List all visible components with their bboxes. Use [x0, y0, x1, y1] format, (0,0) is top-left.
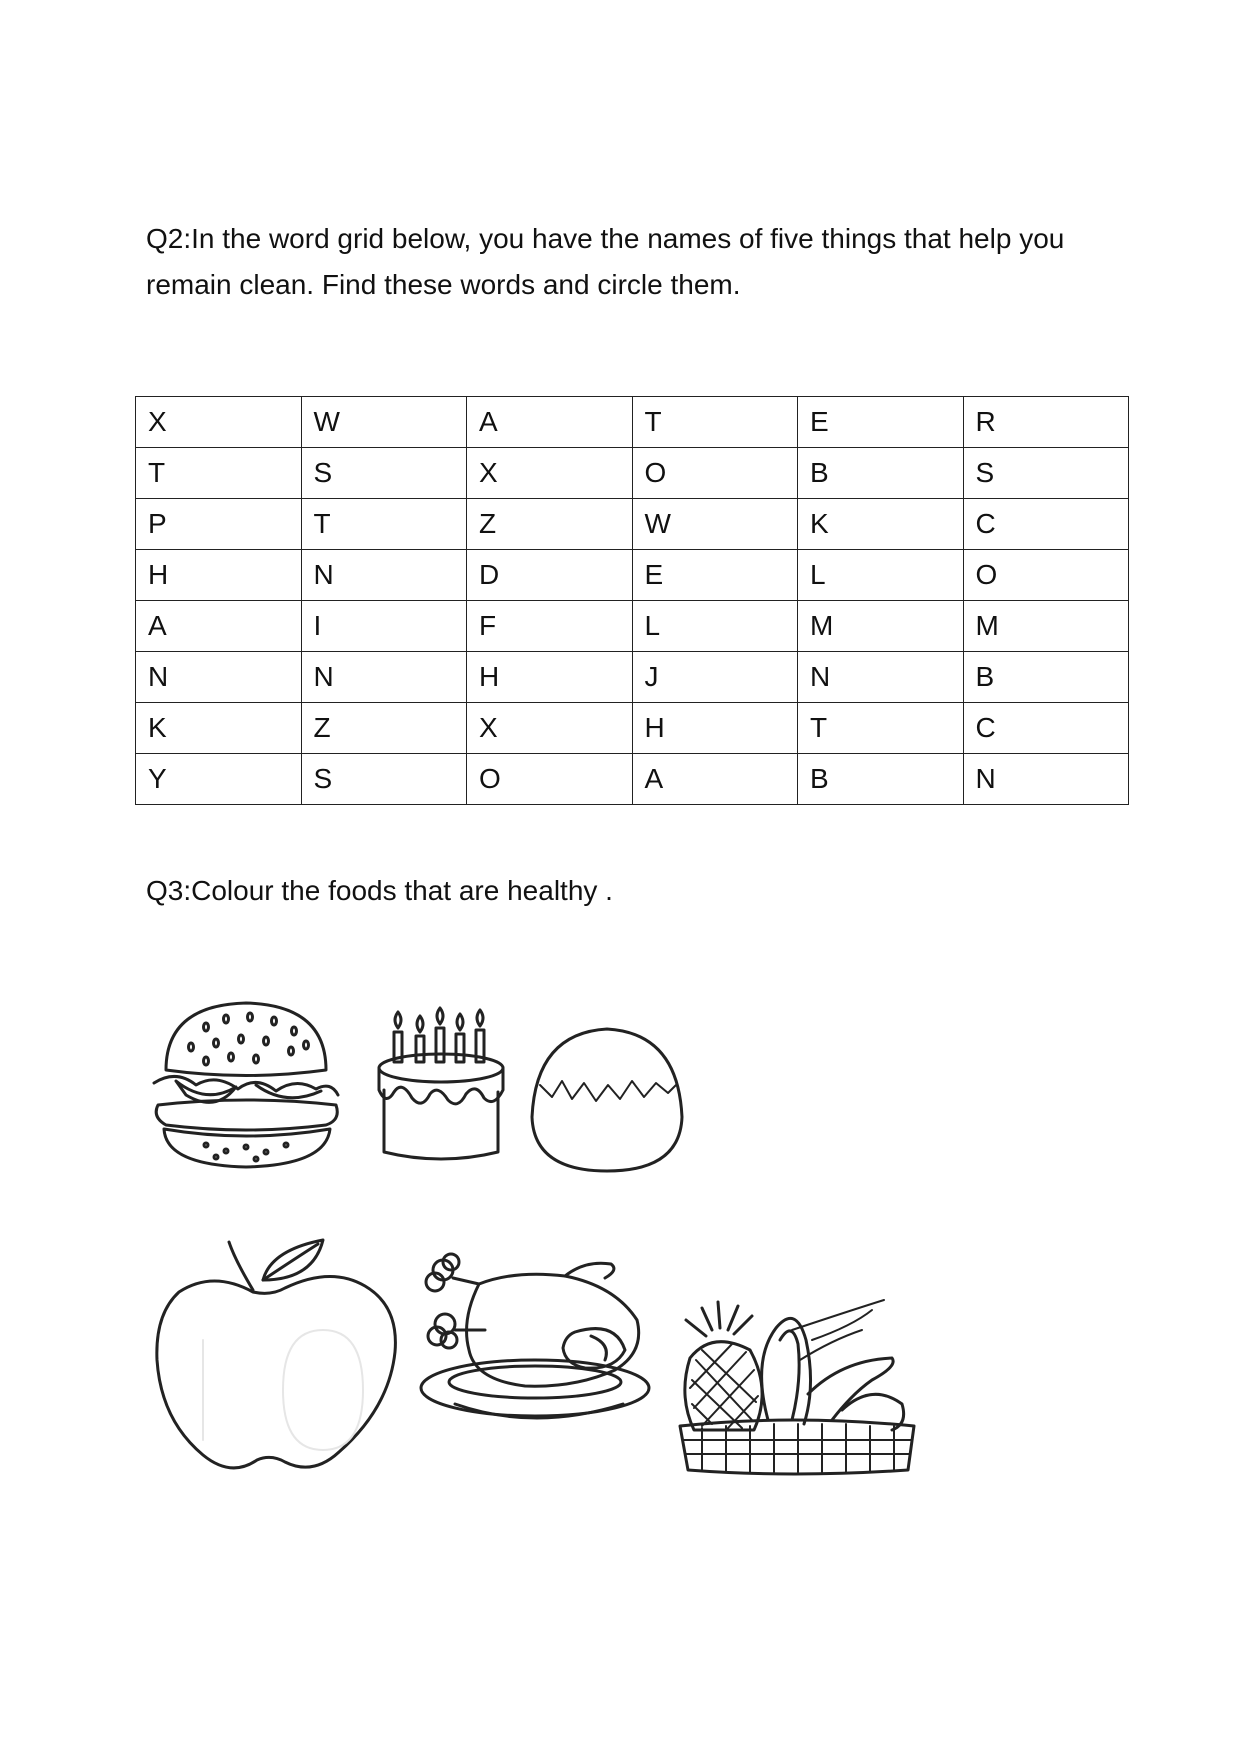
grid-cell[interactable]: X	[467, 448, 633, 499]
grid-cell[interactable]: Y	[136, 754, 302, 805]
grid-cell[interactable]: S	[963, 448, 1129, 499]
grid-cell[interactable]: P	[136, 499, 302, 550]
grid-row	[136, 703, 1129, 754]
grid-cell[interactable]: E	[632, 550, 798, 601]
grid-cell[interactable]: M	[798, 601, 964, 652]
grid-cell[interactable]: R	[963, 397, 1129, 448]
egg-icon	[528, 1025, 686, 1175]
birthday-cake-icon	[372, 1010, 510, 1170]
grid-row	[136, 652, 1129, 703]
grid-cell[interactable]: T	[798, 703, 964, 754]
grid-cell[interactable]: W	[632, 499, 798, 550]
grid-cell[interactable]: E	[798, 397, 964, 448]
grid-cell[interactable]: M	[963, 601, 1129, 652]
grid-cell[interactable]: L	[798, 550, 964, 601]
grid-cell[interactable]: N	[798, 652, 964, 703]
grid-cell[interactable]: T	[136, 448, 302, 499]
grid-cell[interactable]: S	[301, 754, 467, 805]
grid-cell[interactable]: Z	[301, 703, 467, 754]
grid-cell[interactable]: B	[798, 754, 964, 805]
grid-row	[136, 499, 1129, 550]
grid-cell[interactable]: T	[301, 499, 467, 550]
grid-cell[interactable]: W	[301, 397, 467, 448]
grid-cell[interactable]: Z	[467, 499, 633, 550]
grid-cell[interactable]: N	[301, 652, 467, 703]
grid-cell[interactable]: X	[467, 703, 633, 754]
question-2-text: Q2:In the word grid below, you have the names of five things that help you remain clean. Find these words and circle them.	[146, 223, 1065, 300]
grid-cell[interactable]: K	[136, 703, 302, 754]
grid-cell[interactable]: A	[467, 397, 633, 448]
grid-cell[interactable]: B	[963, 652, 1129, 703]
grid-cell[interactable]: H	[136, 550, 302, 601]
fruit-basket-icon	[672, 1300, 922, 1475]
question-3-text: Q3:Colour the foods that are healthy .	[146, 875, 613, 906]
roast-chicken-icon	[415, 1240, 665, 1445]
grid-cell[interactable]: C	[963, 703, 1129, 754]
grid-cell[interactable]: I	[301, 601, 467, 652]
grid-cell[interactable]: C	[963, 499, 1129, 550]
grid-cell[interactable]: B	[798, 448, 964, 499]
grid-cell[interactable]: K	[798, 499, 964, 550]
grid-row	[136, 550, 1129, 601]
grid-cell[interactable]: N	[963, 754, 1129, 805]
grid-cell[interactable]: O	[963, 550, 1129, 601]
grid-cell[interactable]: J	[632, 652, 798, 703]
grid-row	[136, 448, 1129, 499]
grid-cell[interactable]: L	[632, 601, 798, 652]
grid-cell[interactable]: X	[136, 397, 302, 448]
grid-cell[interactable]: N	[136, 652, 302, 703]
grid-cell[interactable]: S	[301, 448, 467, 499]
grid-row	[136, 601, 1129, 652]
grid-cell[interactable]: A	[632, 754, 798, 805]
grid-cell[interactable]: F	[467, 601, 633, 652]
grid-cell[interactable]: O	[632, 448, 798, 499]
burger-icon	[146, 995, 346, 1170]
grid-row	[136, 754, 1129, 805]
grid-cell[interactable]: A	[136, 601, 302, 652]
apple-icon	[153, 1230, 403, 1478]
grid-cell[interactable]: H	[467, 652, 633, 703]
word-grid	[135, 396, 1129, 805]
grid-cell[interactable]: H	[632, 703, 798, 754]
grid-cell[interactable]: N	[301, 550, 467, 601]
grid-cell[interactable]: D	[467, 550, 633, 601]
grid-cell[interactable]: O	[467, 754, 633, 805]
grid-cell[interactable]: T	[632, 397, 798, 448]
grid-row	[136, 397, 1129, 448]
